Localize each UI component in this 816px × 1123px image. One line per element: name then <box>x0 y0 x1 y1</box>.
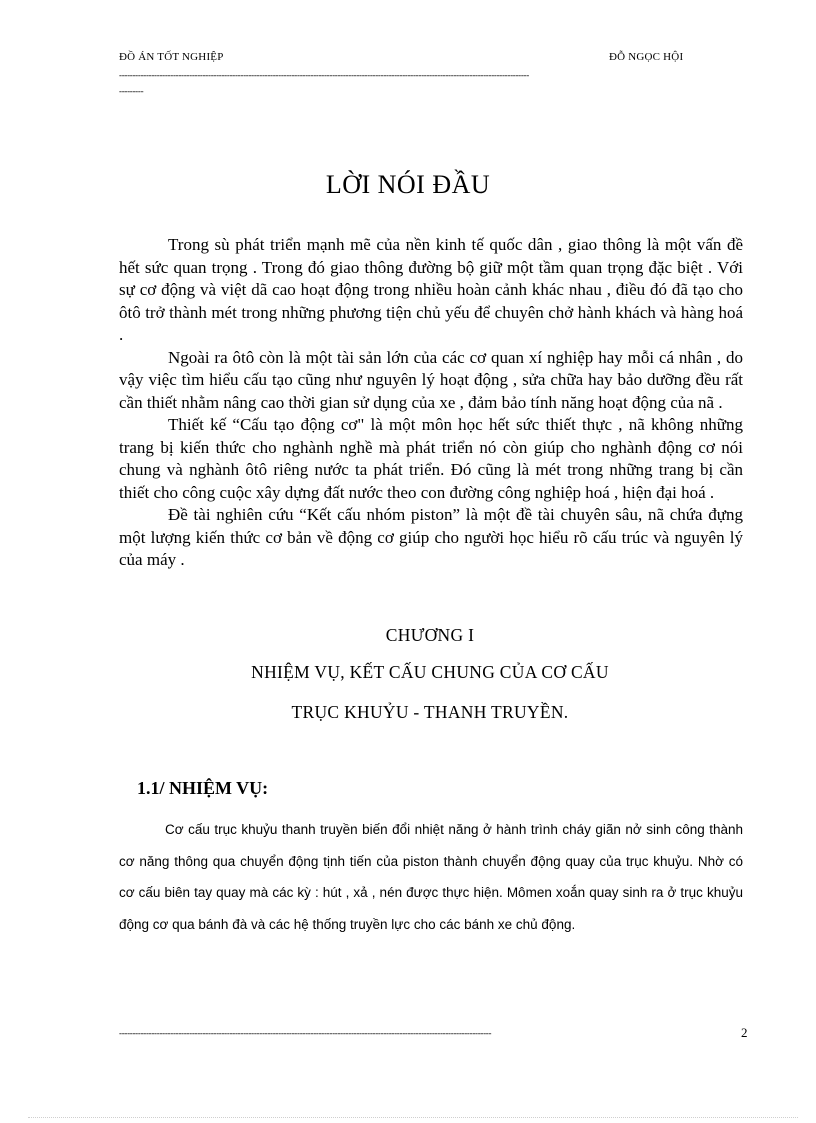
header-divider-continuation: --------- <box>119 86 144 96</box>
header-left-title: ĐỒ ÁN TỐT NGHIỆP <box>119 51 224 63</box>
intro-paragraph: Đề tài nghiên cứu “Kết cấu nhóm piston” là một đề tài chuyên sâu, nã chứa đựng một lượng kiến thức cơ bản về động cơ giúp cho người học hiểu rõ cấu trúc và nguyên lý của máy . <box>119 505 743 569</box>
intro-paragraph: Ngoài ra ôtô còn là một tài sản lớn của các cơ quan xí nghiệp hay mỗi cá nhân , do vậy việc tìm hiểu cấu tạo cũng như nguyên lý hoạt động , sửa chữa hay bảo dưỡng đều rất cần thiết nhằm nâng cao thời gian sử dụng của xe , đảm bảo tính năng hoạt động của nã . <box>119 347 743 412</box>
chapter-title-line-1: NHIỆM VỤ, KẾT CẤU CHUNG CỦA CƠ CẤU <box>251 662 609 682</box>
section-body <box>119 814 743 940</box>
intro-text <box>119 234 743 572</box>
header-divider: -------------------------------------------------------------------------------------------------------------------------------------------------------- <box>119 70 529 80</box>
page-title: LỜI NÓI ĐẦU <box>325 170 491 199</box>
chapter-title-line-2: TRỤC KHUỶU - THANH TRUYỀN. <box>291 702 569 722</box>
header-author: ĐỖ NGỌC HỘI <box>609 51 684 63</box>
chapter-number: CHƯƠNG I <box>385 625 475 645</box>
intro-paragraph: Trong sù phát triển mạnh mẽ của nền kinh tế quốc dân , giao thông là một vấn đề hết sức quan trọng . Trong đó giao thông đường bộ giữ một tầm quan trọng đặc biệt . Với sự cơ động và việt dã cao hoạt động trong nhiều hoàn cảnh khác nhau , điều đó đã tạo cho ôtô trở thành mét trong những phương tiện chủ yếu để chuyên chở hành khách và hàng hoá . <box>119 235 743 344</box>
footer-divider: ------------------------------------------------------------------------------------------------------------------------------------------ <box>119 1028 492 1038</box>
section-heading: 1.1/ NHIỆM VỤ: <box>137 778 269 798</box>
intro-paragraph: Thiết kế “Cấu tạo động cơ" là một môn học hết sức thiết thực , nã không những trang bị kiến thức cho nghành nghề mà phát triển nó còn giúp cho nghành động cơ nói chung và nghành ôtô riêng nước ta phát triển. Đó cũng là mét trong những trang bị cần thiết cho công cuộc xây dựng đất nước theo con đường công nghiệp hoá , hiện đại hoá . <box>119 415 743 502</box>
section-paragraph: Cơ cấu trục khuỷu thanh truyền biến đổi nhiệt năng ở hành trình cháy giãn nở sinh công thành cơ năng thông qua chuyển động tịnh tiến của piston thành chuyển động quay của trục khuỷu. Nhờ có cơ cấu biên tay quay mà các kỳ : hút , xả , nén được thực hiện. Mômen xoắn quay sinh ra ở trục khuỷu động cơ qua bánh đà và các hệ thống truyền lực cho các bánh xe chủ động. <box>119 822 743 932</box>
page-number: 2 <box>741 1025 748 1040</box>
page-bottom-border <box>28 1117 798 1118</box>
